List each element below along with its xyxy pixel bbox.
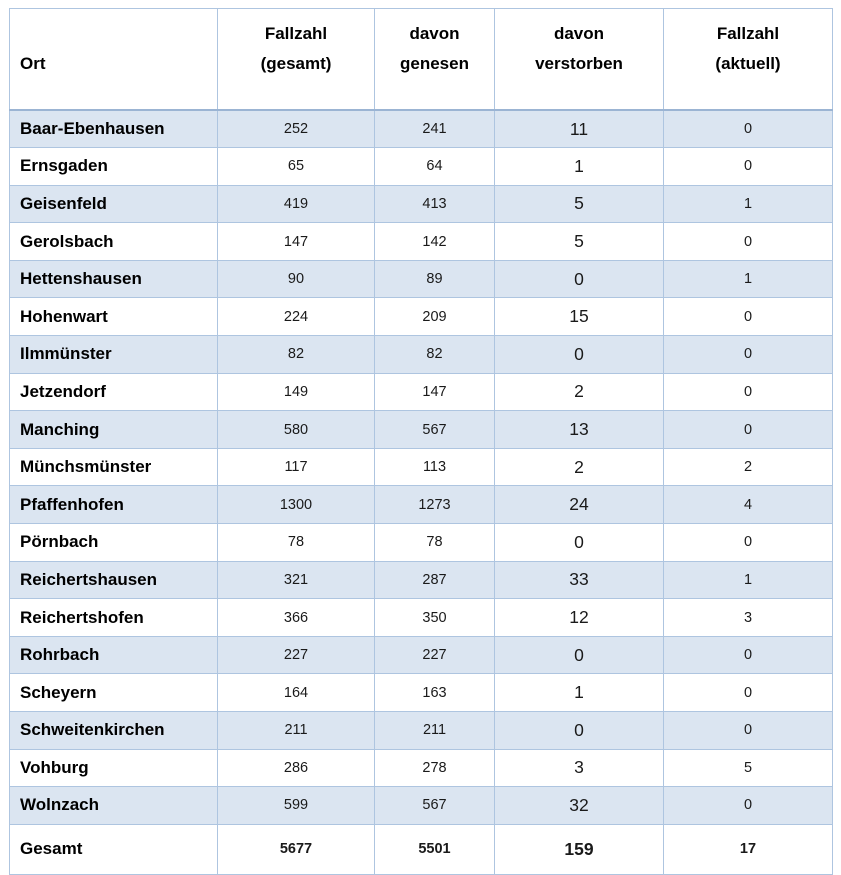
ort-cell: Pfaffenhofen [10,486,218,524]
gesamt-cell: 90 [218,260,375,298]
gesamt-cell: 82 [218,336,375,374]
gesamt-cell: 252 [218,110,375,148]
genesen-cell: 350 [375,599,495,637]
verstorben-cell: 0 [495,524,664,562]
aktuell-cell: 0 [664,411,833,449]
verstorben-cell: 3 [495,749,664,787]
gesamt-cell: 164 [218,674,375,712]
column-header-fallzahl-aktuell [664,9,833,111]
table-row [10,524,833,562]
gesamt-cell: 419 [218,185,375,223]
table-header [10,9,833,111]
verstorben-cell: 0 [495,336,664,374]
cases-table [9,8,833,875]
aktuell-cell: 0 [664,674,833,712]
verstorben-cell: 1 [495,148,664,186]
column-header-davon-verstorben [495,9,664,111]
ort-cell: Scheyern [10,674,218,712]
column-header-label: davon [553,24,605,43]
genesen-cell: 113 [375,448,495,486]
gesamt-cell: 286 [218,749,375,787]
genesen-cell: 163 [375,674,495,712]
verstorben-cell: 2 [495,373,664,411]
aktuell-cell: 0 [664,223,833,261]
aktuell-cell: 0 [664,636,833,674]
verstorben-cell: 2 [495,448,664,486]
genesen-cell: 1273 [375,486,495,524]
ort-cell: Manching [10,411,218,449]
aktuell-cell: 5 [664,749,833,787]
verstorben-cell: 5 [495,185,664,223]
table-row [10,749,833,787]
verstorben-cell: 159 [495,824,664,874]
column-header-davon-genesen [375,9,495,111]
column-header-label: verstorben [535,54,623,73]
verstorben-cell: 24 [495,486,664,524]
column-header-fallzahl-gesamt [218,9,375,111]
ort-cell: Wolnzach [10,787,218,825]
verstorben-cell: 1 [495,674,664,712]
total-row [10,824,833,874]
table-row [10,712,833,750]
table-row [10,411,833,449]
aktuell-cell: 3 [664,599,833,637]
verstorben-cell: 33 [495,561,664,599]
ort-cell: Gerolsbach [10,223,218,261]
genesen-cell: 567 [375,411,495,449]
table-row [10,260,833,298]
ort-cell: Reichertshausen [10,561,218,599]
table-row [10,298,833,336]
table-row [10,448,833,486]
ort-cell: Ernsgaden [10,148,218,186]
genesen-cell: 5501 [375,824,495,874]
aktuell-cell: 0 [664,336,833,374]
column-header-label: (aktuell) [715,54,781,73]
genesen-cell: 287 [375,561,495,599]
genesen-cell: 209 [375,298,495,336]
column-header-label: (gesamt) [260,54,332,73]
verstorben-cell: 12 [495,599,664,637]
ort-cell: Jetzendorf [10,373,218,411]
verstorben-cell: 0 [495,636,664,674]
gesamt-cell: 321 [218,561,375,599]
ort-cell: Münchsmünster [10,448,218,486]
column-header-label: Ort [20,54,46,73]
column-header-label [10,79,217,109]
genesen-cell: 89 [375,260,495,298]
ort-cell: Vohburg [10,749,218,787]
verstorben-cell: 0 [495,712,664,750]
gesamt-cell: 580 [218,411,375,449]
genesen-cell: 241 [375,110,495,148]
aktuell-cell: 0 [664,787,833,825]
aktuell-cell: 0 [664,298,833,336]
gesamt-cell: 211 [218,712,375,750]
table-body [10,110,833,874]
gesamt-cell: 78 [218,524,375,562]
genesen-cell: 278 [375,749,495,787]
gesamt-cell: 1300 [218,486,375,524]
gesamt-cell: 149 [218,373,375,411]
aktuell-cell: 0 [664,373,833,411]
table-row [10,561,833,599]
ort-cell: Reichertshofen [10,599,218,637]
genesen-cell: 413 [375,185,495,223]
gesamt-cell: 366 [218,599,375,637]
ort-cell: Hohenwart [10,298,218,336]
verstorben-cell: 0 [495,260,664,298]
aktuell-cell: 17 [664,824,833,874]
table-row [10,486,833,524]
gesamt-cell: 65 [218,148,375,186]
verstorben-cell: 32 [495,787,664,825]
genesen-cell: 567 [375,787,495,825]
column-header-label: genesen [400,54,469,73]
genesen-cell: 64 [375,148,495,186]
table-row [10,185,833,223]
genesen-cell: 82 [375,336,495,374]
gesamt-cell: 147 [218,223,375,261]
aktuell-cell: 1 [664,185,833,223]
aktuell-cell: 0 [664,524,833,562]
verstorben-cell: 13 [495,411,664,449]
table-row [10,636,833,674]
column-header-label: Fallzahl [716,24,780,43]
table-row [10,110,833,148]
ort-cell: Schweitenkirchen [10,712,218,750]
gesamt-cell: 227 [218,636,375,674]
aktuell-cell: 1 [664,561,833,599]
gesamt-cell: 117 [218,448,375,486]
column-header-label: davon [409,24,460,43]
aktuell-cell: 2 [664,448,833,486]
ort-cell: Ilmmünster [10,336,218,374]
gesamt-cell: 224 [218,298,375,336]
ort-cell: Geisenfeld [10,185,218,223]
column-header-ort [10,9,218,111]
verstorben-cell: 11 [495,110,664,148]
table-row [10,787,833,825]
table-row [10,599,833,637]
ort-cell: Hettenshausen [10,260,218,298]
table-row [10,148,833,186]
gesamt-cell: 5677 [218,824,375,874]
aktuell-cell: 0 [664,110,833,148]
verstorben-cell: 15 [495,298,664,336]
aktuell-cell: 0 [664,712,833,750]
table-row [10,336,833,374]
genesen-cell: 78 [375,524,495,562]
aktuell-cell: 4 [664,486,833,524]
genesen-cell: 211 [375,712,495,750]
column-header-label: Fallzahl [264,24,328,43]
header-row [10,9,833,111]
ort-cell: Baar-Ebenhausen [10,110,218,148]
genesen-cell: 142 [375,223,495,261]
table-row [10,674,833,712]
genesen-cell: 147 [375,373,495,411]
ort-cell: Gesamt [10,824,218,874]
gesamt-cell: 599 [218,787,375,825]
verstorben-cell: 5 [495,223,664,261]
ort-cell: Rohrbach [10,636,218,674]
ort-cell: Pörnbach [10,524,218,562]
table-row [10,373,833,411]
aktuell-cell: 1 [664,260,833,298]
aktuell-cell: 0 [664,148,833,186]
genesen-cell: 227 [375,636,495,674]
table-row [10,223,833,261]
